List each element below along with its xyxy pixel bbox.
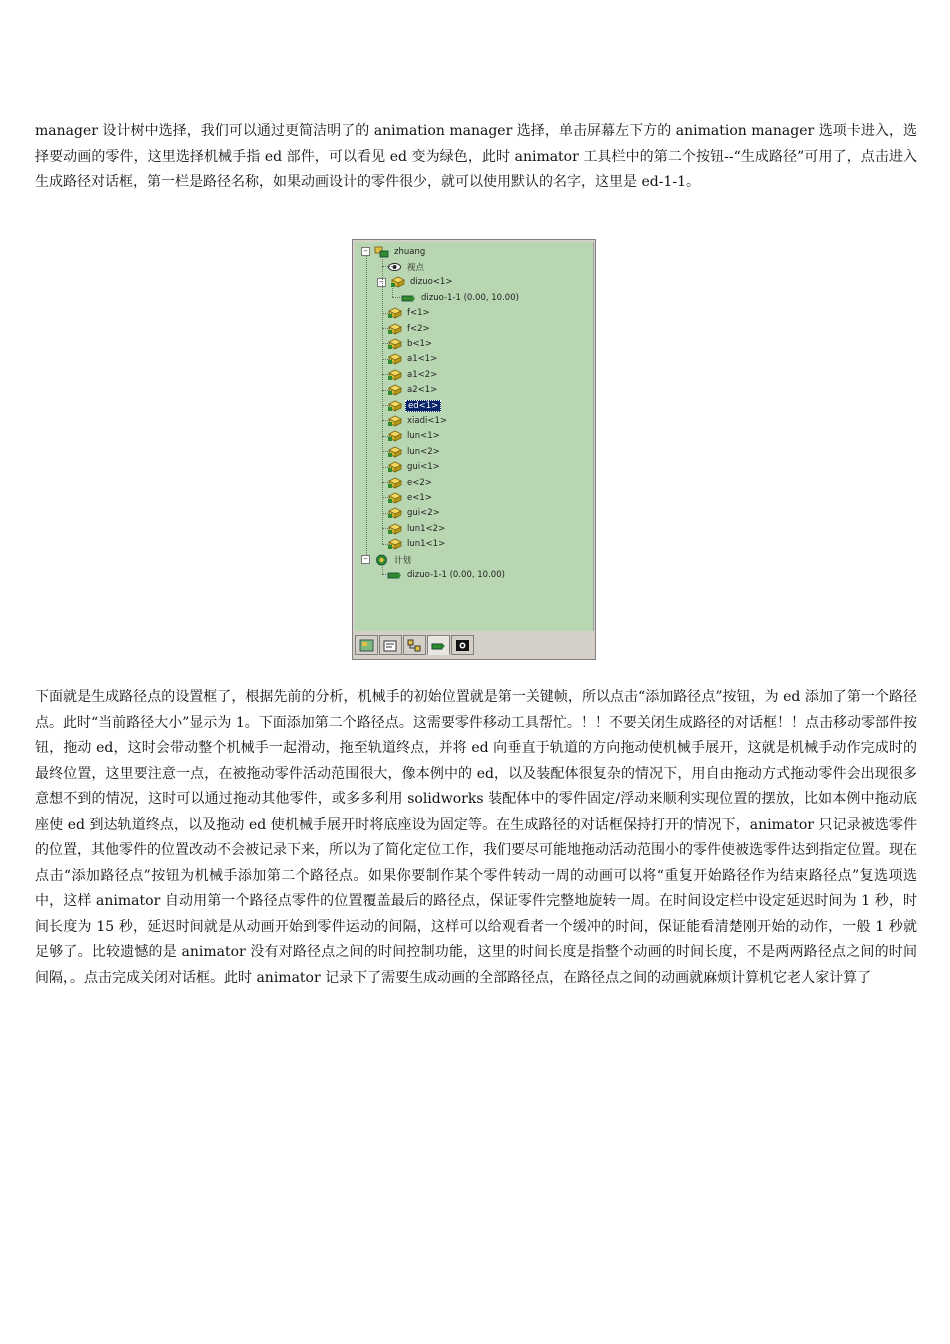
configuration-manager-icon [407, 639, 422, 652]
tree-part-label: a1<1> [407, 354, 438, 365]
tree-root[interactable] [361, 244, 427, 259]
tree-item-part[interactable] [387, 521, 447, 536]
collapse-toggle[interactable]: − [377, 278, 386, 287]
property-manager-tab[interactable] [379, 635, 402, 655]
path-icon [401, 292, 416, 304]
tree-part-label: ed<1> [405, 400, 441, 412]
animation-manager-icon [431, 639, 446, 652]
tree-item-plan-path[interactable] [387, 567, 507, 582]
tree-item-part[interactable] [387, 383, 439, 398]
tree-connector [382, 420, 392, 421]
animation-manager-screenshot [352, 239, 596, 660]
tree-connector [382, 257, 383, 544]
tree-part-label: e<2> [407, 477, 432, 488]
tree-connector [382, 482, 392, 483]
tree-plan[interactable] [361, 552, 413, 567]
tree-part-label: dizuo<1> [410, 277, 453, 288]
tree-path-label: dizuo-1-1 (0.00, 10.00) [407, 569, 505, 580]
tree-item-part[interactable] [387, 506, 442, 521]
tree-connector [382, 513, 392, 514]
tree-item-part[interactable] [387, 490, 434, 505]
tree-connector [382, 343, 392, 344]
tree-connector [382, 313, 392, 314]
schedule-icon [374, 554, 389, 566]
tree-connector [382, 451, 392, 452]
tree-item-part[interactable] [387, 537, 447, 552]
tree-connector [366, 256, 367, 555]
tree-item-part[interactable] [387, 398, 441, 413]
tree-connector [382, 374, 392, 375]
tree-part-label: lun<1> [407, 431, 440, 442]
tree-connector [382, 328, 392, 329]
tree-part-label: b<1> [407, 338, 433, 349]
tree-item-part[interactable] [387, 321, 432, 336]
tree-item-viewpoint[interactable] [387, 259, 426, 274]
tree-part-label: lun1<2> [407, 523, 446, 534]
tree-item-part[interactable] [387, 306, 432, 321]
tree-connector [382, 266, 392, 267]
tree-path-label: dizuo-1-1 (0.00, 10.00) [421, 292, 519, 303]
manager-tabs [355, 635, 474, 657]
intro-paragraph: manager 设计树中选择，我们可以通过更简洁明了的 animation manager 选择，单击屏幕左下方的 animation manager 选项卡进入，选择要动画的零件，这里选择机械手指 ed 部件，可以看见 ed 变为绿色，此时 animator 工具栏中的第二个按钮--“生成路径”可用了，点击进入生成路径对话框，第一栏是路径名称，如果动画设计的零件很少，就可以使用默认的名字，这里是 ed-1-1。 [35, 123, 917, 190]
tree-connector [382, 528, 392, 529]
tree-plan-label: 计划 [394, 555, 412, 566]
collapse-toggle[interactable]: − [361, 247, 370, 256]
tree-item-part[interactable] [387, 429, 442, 444]
tree-part-label: lun1<1> [407, 539, 446, 550]
assembly-icon [374, 246, 389, 258]
tree-part-label: f<1> [407, 308, 430, 319]
tree-item-part[interactable] [387, 413, 449, 428]
tree-viewpoint-label: 视点 [407, 262, 425, 273]
tree-part-label: lun<2> [407, 446, 440, 457]
tree-item-dizuo-path[interactable] [401, 290, 521, 305]
tree-item-part[interactable] [387, 460, 442, 475]
property-manager-icon [383, 639, 398, 652]
camera-icon [455, 639, 470, 652]
tree-root-label: zhuang [394, 246, 426, 257]
tree-connector [382, 359, 392, 360]
tree-connector [382, 565, 383, 574]
tree-part-label: e<1> [407, 492, 432, 503]
configuration-manager-tab[interactable] [403, 635, 426, 655]
feature-manager-icon [359, 639, 374, 652]
tree-connector [382, 390, 392, 391]
tree-item-part[interactable] [387, 444, 442, 459]
tree-item-dizuo[interactable] [377, 275, 454, 290]
tree-connector [382, 574, 392, 575]
collapse-toggle[interactable]: − [361, 555, 370, 564]
tree-part-label: a1<2> [407, 369, 438, 380]
feature-manager-tab[interactable] [355, 635, 378, 655]
tree-connector [392, 288, 393, 297]
tree-connector [382, 467, 392, 468]
tree-part-label: xiadi<1> [407, 415, 448, 426]
animation-manager-tree [355, 242, 594, 631]
tree-item-part[interactable] [387, 475, 434, 490]
camera-tab[interactable] [451, 635, 474, 655]
tree-connector [382, 497, 392, 498]
tree-part-label: gui<1> [407, 462, 440, 473]
tree-item-part[interactable] [387, 367, 439, 382]
animation-manager-tab[interactable] [427, 635, 450, 655]
part-icon [390, 276, 405, 288]
tree-connector [382, 436, 392, 437]
tree-item-part[interactable] [387, 336, 434, 351]
tree-part-label: f<2> [407, 323, 430, 334]
tree-connector [392, 297, 402, 298]
tree-connector [382, 544, 392, 545]
tree-item-part[interactable] [387, 352, 439, 367]
tree-part-label: a2<1> [407, 385, 438, 396]
tree-part-label: gui<2> [407, 508, 440, 519]
tree-connector [382, 405, 392, 406]
path-point-paragraph: 下面就是生成路径点的设置框了，根据先前的分析，机械手的初始位置就是第一关键帧，所以点击“添加路径点”按钮，为 ed 添加了第一个路径点。此时“当前路径大小”显示为 1。下面添加第二个路径点。这需要零件移动工具帮忙。！！不要关闭生成路径的对话框！！点击移动零部件按钮，拖动 ed，这时会带动整个机械手一起滑动，拖至轨道终点，并将 ed 向垂直于轨道的方向拖动使机械手展开，这就是机械手动作完成时的最终位置，这里要注意一点，在被拖动零件活动范围很大，像本例中的 ed，以及装配体很复杂的情况下，用自由拖动方式拖动零件会出现很多意想不到的情况，这时可以通过拖动其他零件，或多多利用 solidworks 装配体中的零件固定/浮动来顺利实现位置的摆放，比如本例中拖动底座使 ed 到达轨道终点，以及拖动 ed 使机械手展开时将底座设为固定等。在生成路径的对话框保持打开的情况下，animator 只记录被选零件的位置，其他零件的位置改动不会被记录下来，所以为了简化定位工作，我们要尽可能地拖动活动范围小的零件使被选零件达到指定位置。现在点击“添加路径点”按钮为机械手添加第二个路径点。如果你要制作某个零件转动一周的动画可以将“重复开始路径作为结束路径点”复选项选中，这样 animator 自动用第一个路径点零件的位置覆盖最后的路径点，保证零件完整地旋转一周。在时间设定栏中设定延迟时间为 1 秒，时间长度为 15 秒，延迟时间就是从动画开始到零件运动的间隔，这样可以给观看者一个缓冲的时间，保证能看清楚刚开始的动作，一般 1 秒就足够了。比较遗憾的是 animator 没有对路径点之间的时间控制功能，这里的时间长度是指整个动画的时间长度，不是两两路径点之间的时间间隔，。点击完成关闭对话框。此时 animator 记录下了需要生成动画的全部路径点，在路径点之间的动画就麻烦计算机它老人家计算了 [35, 689, 917, 986]
